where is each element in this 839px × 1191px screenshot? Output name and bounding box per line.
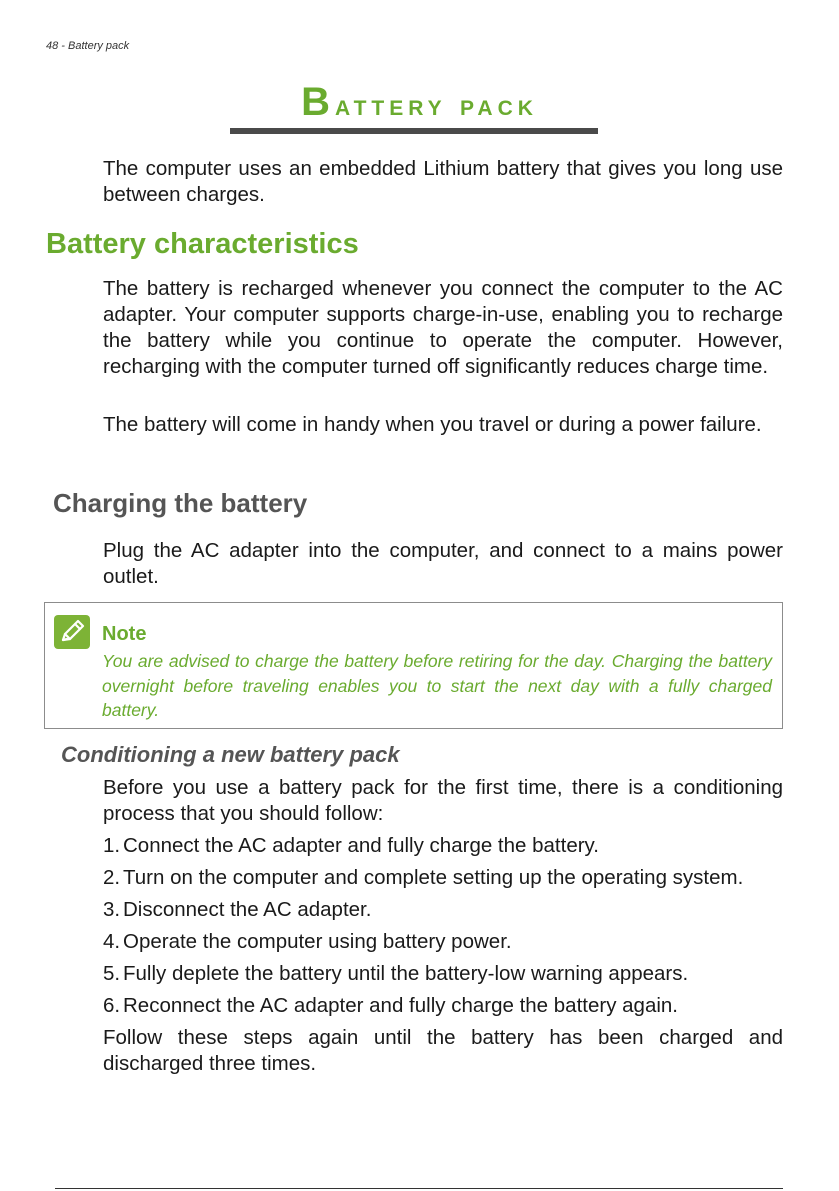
characteristics-paragraph-1: The battery is recharged whenever you connect the computer to the AC adapter. Your computer supports charge-in-use, enabling you to recharge the battery while you continue to operate the computer. However, recharging with the computer turned off significantly reduces charge time. bbox=[103, 277, 783, 378]
chapter-title-underline bbox=[230, 128, 598, 134]
step-number: 6. bbox=[103, 994, 121, 1017]
step-number: 4. bbox=[103, 930, 121, 953]
chapter-title bbox=[0, 80, 839, 125]
heading-battery-characteristics: Battery characteristics bbox=[46, 228, 359, 260]
step-item bbox=[103, 993, 793, 1025]
step-number: 5. bbox=[103, 962, 121, 985]
step-item bbox=[103, 833, 793, 865]
note-title: Note bbox=[102, 623, 147, 645]
step-text: Fully deplete the battery until the battery-low warning appears. bbox=[123, 962, 689, 985]
heading-conditioning: Conditioning a new battery pack bbox=[61, 742, 400, 767]
intro-paragraph: The computer uses an embedded Lithium battery that gives you long use between charges. bbox=[103, 157, 783, 206]
conditioning-steps bbox=[103, 833, 793, 1025]
step-text: Operate the computer using battery power. bbox=[123, 930, 512, 953]
step-text: Disconnect the AC adapter. bbox=[123, 898, 372, 921]
step-number: 2. bbox=[103, 866, 121, 889]
running-header: 48 - Battery pack bbox=[46, 40, 130, 52]
step-text: Connect the AC adapter and fully charge the battery. bbox=[123, 834, 599, 857]
step-item bbox=[103, 929, 793, 961]
chapter-title-rest: attery pack bbox=[334, 89, 538, 122]
note-box bbox=[44, 602, 783, 729]
conditioning-intro: Before you use a battery pack for the first time, there is a conditioning process that you should follow: bbox=[103, 776, 783, 825]
step-text: Reconnect the AC adapter and fully charge the battery again. bbox=[123, 994, 679, 1017]
step-item bbox=[103, 865, 793, 897]
step-number: 3. bbox=[103, 898, 121, 921]
step-item bbox=[103, 897, 793, 929]
note-text: You are advised to charge the battery before retiring for the day. Charging the battery overnight before traveling enables you to start the next day with a fully charged battery. bbox=[102, 651, 772, 720]
pencil-icon bbox=[54, 615, 90, 649]
charging-paragraph: Plug the AC adapter into the computer, and connect to a mains power outlet. bbox=[103, 539, 783, 588]
step-item bbox=[103, 961, 793, 993]
footer-rule bbox=[55, 1188, 783, 1189]
step-text: Turn on the computer and complete setting up the operating system. bbox=[123, 866, 744, 889]
heading-charging-the-battery: Charging the battery bbox=[53, 488, 308, 518]
chapter-title-initial: B bbox=[301, 80, 335, 124]
conditioning-closing: Follow these steps again until the battery has been charged and discharged three times. bbox=[103, 1026, 783, 1075]
step-number: 1. bbox=[103, 834, 121, 857]
characteristics-paragraph-2: The battery will come in handy when you travel or during a power failure. bbox=[103, 413, 762, 436]
